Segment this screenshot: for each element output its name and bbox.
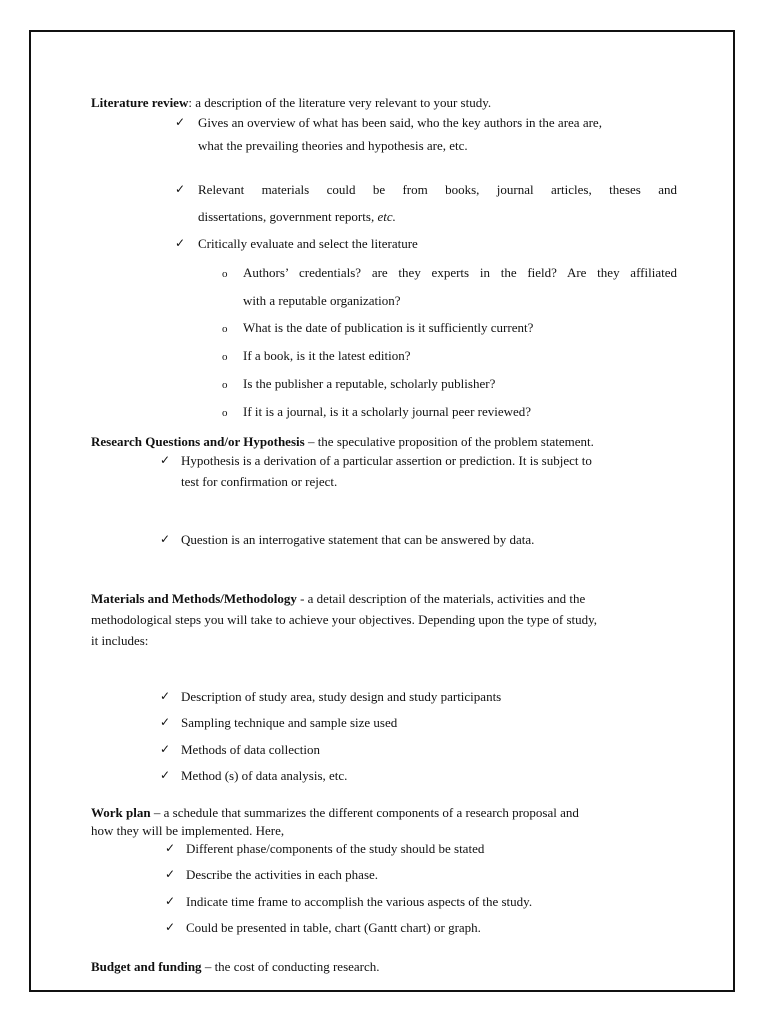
circle-bullet-icon: o bbox=[222, 379, 228, 391]
lit-bullet-2-line-2 bbox=[198, 209, 396, 225]
mm-bullet-1: Description of study area, study design and study participants bbox=[181, 689, 502, 704]
lit-review-desc: : a description of the literature very relevant to your study. bbox=[188, 95, 492, 110]
check-icon: ✓ bbox=[160, 532, 171, 546]
check-icon: ✓ bbox=[160, 689, 171, 703]
lit-review-heading: Literature review bbox=[91, 95, 189, 110]
wp-desc-line-2: how they will be implemented. Here, bbox=[91, 823, 285, 838]
check-icon: ✓ bbox=[160, 768, 171, 782]
wp-bullet-2: Describe the activities in each phase. bbox=[186, 867, 379, 882]
lit-bullet-3: Critically evaluate and select the literature bbox=[198, 236, 418, 251]
lit-bullet-2-etc: , etc. bbox=[370, 209, 396, 224]
bf-heading-line bbox=[91, 959, 380, 975]
bf-heading: Budget and funding bbox=[91, 959, 202, 974]
lit-sub-1-line-1: Authors’ credentials? are they experts in the field? Are they affiliated bbox=[243, 265, 677, 280]
mm-desc-line-1: - a detail description of the materials, activities and the bbox=[296, 591, 586, 606]
wp-bullet-4: Could be presented in table, chart (Gantt chart) or graph. bbox=[186, 920, 481, 935]
mm-bullet-2: Sampling technique and sample size used bbox=[181, 715, 398, 730]
bf-desc: – the cost of conducting research. bbox=[201, 959, 380, 974]
lit-sub-4: Is the publisher a reputable, scholarly publisher? bbox=[243, 376, 496, 391]
wp-heading-line bbox=[91, 805, 579, 821]
rq-bullet-1-line-1: Hypothesis is a derivation of a particular assertion or prediction. It is subject to bbox=[181, 453, 592, 468]
rq-heading-line bbox=[91, 434, 594, 450]
wp-bullet-1: Different phase/components of the study should be stated bbox=[186, 841, 485, 856]
lit-bullet-1-line-1: Gives an overview of what has been said, who the key authors in the area are, bbox=[198, 115, 602, 130]
check-icon: ✓ bbox=[175, 115, 186, 129]
circle-bullet-icon: o bbox=[222, 268, 228, 280]
lit-bullet-2-text: dissertations, government reports bbox=[198, 209, 371, 224]
check-icon: ✓ bbox=[165, 920, 176, 934]
check-icon: ✓ bbox=[165, 867, 176, 881]
mm-desc-line-2: methodological steps you will take to achieve your objectives. Depending upon the type of study, bbox=[91, 612, 598, 627]
wp-heading: Work plan bbox=[91, 805, 151, 820]
mm-heading: Materials and Methods/Methodology bbox=[91, 591, 297, 606]
wp-bullet-3: Indicate time frame to accomplish the various aspects of the study. bbox=[186, 894, 533, 909]
circle-bullet-icon: o bbox=[222, 351, 228, 363]
lit-sub-3: If a book, is it the latest edition? bbox=[243, 348, 411, 363]
lit-bullet-2-line-1: Relevant materials could be from books, journal articles, theses and bbox=[198, 182, 677, 197]
check-icon: ✓ bbox=[175, 182, 186, 196]
check-icon: ✓ bbox=[165, 841, 176, 855]
rq-bullet-2: Question is an interrogative statement that can be answered by data. bbox=[181, 532, 535, 547]
lit-sub-1-line-2: with a reputable organization? bbox=[243, 293, 401, 308]
circle-bullet-icon: o bbox=[222, 407, 228, 419]
lit-bullet-1-line-2: what the prevailing theories and hypothesis are, etc. bbox=[198, 138, 468, 153]
mm-bullet-3: Methods of data collection bbox=[181, 742, 320, 757]
rq-heading: Research Questions and/or Hypothesis bbox=[91, 434, 305, 449]
check-icon: ✓ bbox=[175, 236, 186, 250]
check-icon: ✓ bbox=[160, 715, 171, 729]
lit-sub-5: If it is a journal, is it a scholarly journal peer reviewed? bbox=[243, 404, 532, 419]
mm-heading-line bbox=[91, 591, 585, 607]
check-icon: ✓ bbox=[160, 453, 171, 467]
mm-bullet-4: Method (s) of data analysis, etc. bbox=[181, 768, 348, 783]
circle-bullet-icon: o bbox=[222, 323, 228, 335]
rq-bullet-1-line-2: test for confirmation or reject. bbox=[181, 474, 338, 489]
lit-review-heading-line bbox=[91, 95, 491, 111]
check-icon: ✓ bbox=[160, 742, 171, 756]
mm-desc-line-3: it includes: bbox=[91, 633, 149, 648]
rq-desc: – the speculative proposition of the problem statement. bbox=[304, 434, 594, 449]
check-icon: ✓ bbox=[165, 894, 176, 908]
lit-sub-2: What is the date of publication is it sufficiently current? bbox=[243, 320, 534, 335]
wp-desc-line-1: – a schedule that summarizes the different components of a research proposal and bbox=[150, 805, 579, 820]
